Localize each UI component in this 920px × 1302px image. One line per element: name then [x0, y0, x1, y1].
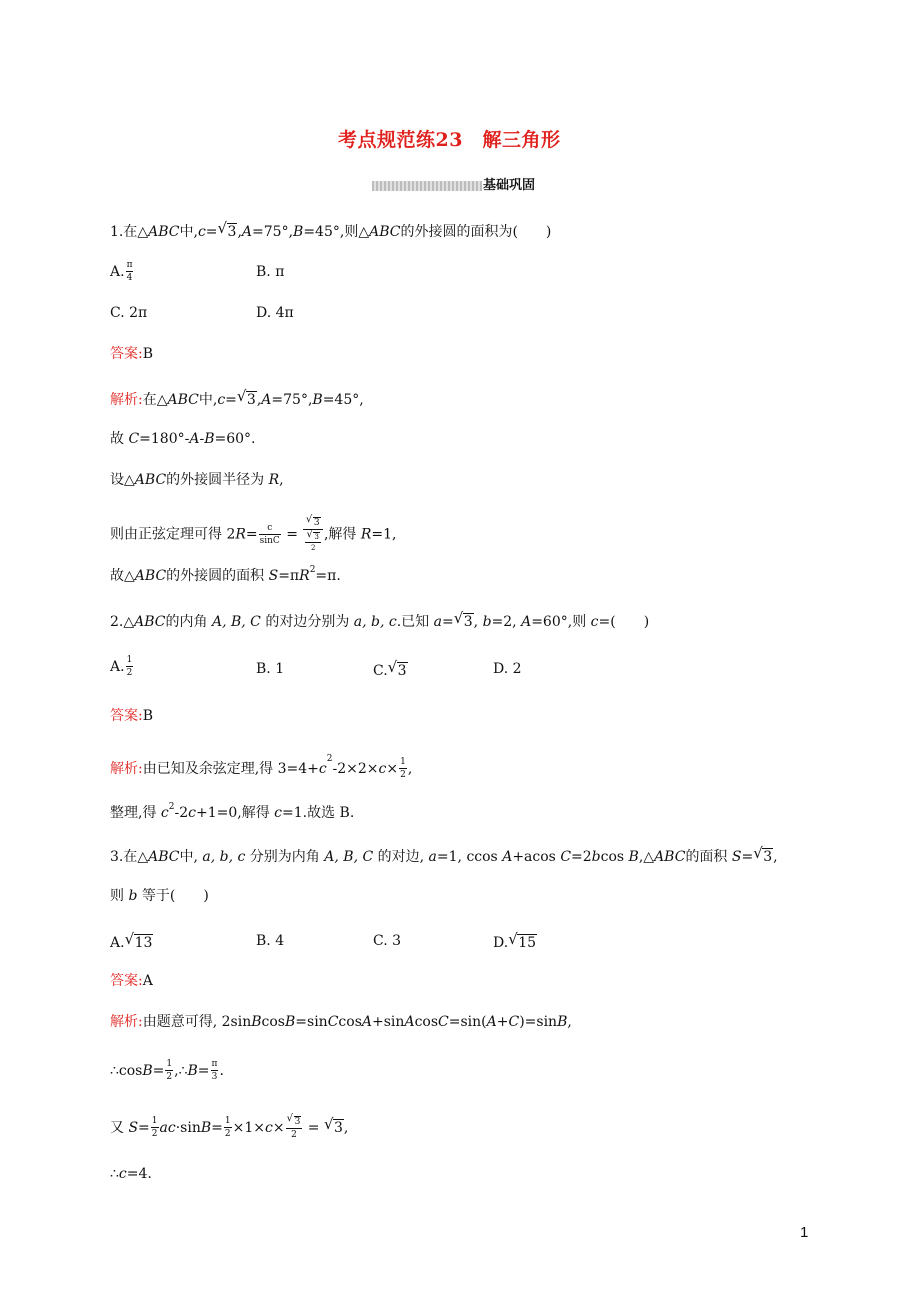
q2-option-b[interactable]: B. 1 — [256, 661, 285, 677]
q1-analysis-line5: 故△ABC的外接圆的面积 $S=\pi R^2=\pi$. — [110, 565, 341, 584]
q3-analysis-line4: ∴c=4. — [110, 1166, 152, 1182]
q1-answer: 答案:B — [110, 346, 154, 362]
q2-option-d[interactable]: D. 2 — [493, 661, 522, 677]
fraction: $\frac{1}{2}$ — [151, 1116, 158, 1140]
fraction: $\frac{1}{2}$ — [224, 1116, 231, 1140]
q3-stem-line2: 则 b 等于( ) — [110, 888, 209, 904]
section-label: 基础巩固 — [483, 178, 536, 193]
fraction — [303, 517, 322, 552]
q3-analysis-line2: ∴cosB= $\frac{1}{2}$ ,∴B= $\frac{\pi}{3}$ . — [110, 1059, 224, 1082]
sqrt-3: √ 3 — [237, 391, 257, 408]
q1-analysis-line3: 设△ABC的外接圆半径为 R, — [110, 472, 284, 488]
q3-option-c[interactable]: C. 3 — [373, 933, 402, 949]
q2-option-a[interactable]: A. $\frac{1}{2}$ — [110, 655, 133, 678]
q2-stem: 2.△ABC的内角 A, B, C 的对边分别为 a, b, c.已知 a=√ 3, b=2, A=60°,则 c=( ) — [110, 613, 649, 630]
sqrt-3: √ 3 — [388, 662, 408, 679]
q1-option-c[interactable]: C. 2π — [110, 305, 148, 321]
q3-option-a[interactable]: A.√ 13 — [110, 934, 153, 951]
q2-analysis-line2: 整理,得 $c^2-2c+1=0$,解得 c=1.故选 B. — [110, 802, 355, 821]
q3-option-b[interactable]: B. 4 — [256, 933, 285, 949]
q3-stem: 3.在△ABC中, a, b, c 分别为内角 A, B, C 的对边, a=1, ccos A+acos C=2bcos B,△ABC的面积 S=√ 3, — [110, 848, 778, 865]
sqrt-3: √ 3 — [753, 848, 773, 865]
q1-analysis-line2: 故 C=180°-A-B=60°. — [110, 431, 256, 447]
fraction: √ $\frac{3}{2}$ — [305, 532, 320, 552]
q1-option-a[interactable]: A. $\frac{\pi}{4}$ — [110, 260, 133, 283]
q1-stem: 1.在△ABC中,c=√ 3,A=75°,B=45°,则△ABC的外接圆的面积为( ) — [110, 223, 551, 240]
sqrt-15: √ 15 — [508, 934, 537, 951]
q3-analysis-line1: 解析:由题意可得, 2sinBcosB=sinCcosA+sinAcosC=sin(A+C)=sinB, — [110, 1014, 572, 1030]
fraction: $\frac{\pi}{4}$ — [126, 260, 133, 283]
fraction: $\frac{1}{2}$ — [400, 757, 406, 780]
q2-analysis-line1: 解析:由已知及余弦定理,得 $3=4+c^2-2\times 2\times c\times$ $\frac{1}{2}$ , — [110, 754, 413, 780]
sqrt-3: √ 3 — [324, 1119, 344, 1136]
fraction: $\frac{1}{2}$ — [166, 1059, 173, 1082]
q3-option-d[interactable]: D.√ 15 — [493, 934, 537, 951]
q1-analysis-line1: 解析:在△ABC中,c=√ 3,A=75°,B=45°, — [110, 391, 364, 408]
fraction: $\frac{\pi}{3}$ — [211, 1059, 218, 1082]
q1-option-b[interactable]: B. π — [256, 264, 285, 280]
q2-answer: 答案:B — [110, 708, 154, 724]
sqrt-13: √ 13 — [125, 934, 154, 951]
fraction: $\frac{1}{2}$ — [126, 655, 133, 678]
sqrt-3: √ 3 — [287, 1116, 302, 1127]
sqrt-3: √ 3 — [306, 517, 321, 528]
page-number: 1 — [800, 1224, 809, 1241]
fraction: $\frac{c}{\sin C}$ — [259, 522, 280, 546]
q3-answer: 答案:A — [110, 973, 153, 989]
sqrt-3: √ 3 — [454, 613, 474, 630]
fraction: √ $\frac{3}{2}$ — [286, 1116, 303, 1140]
q3-analysis-line3: 又 S= $\frac{1}{2}$ ac·sinB= $\frac{1}{2}$ ×1×c× √ $\frac{3}{2}$ = √ 3, — [110, 1116, 348, 1140]
section-divider — [372, 181, 482, 191]
sqrt-3: √ 3 — [218, 223, 238, 240]
q1-analysis-line4: 则由正弦定理可得 2R= $\frac{c}{\sin C}$ = √ 3 √ $\frac{3}{2}$ ,解得 R=1, — [110, 517, 396, 552]
page-title: 考点规范练23 解三角形 — [338, 129, 561, 151]
q2-option-c[interactable]: C.√ 3 — [373, 662, 408, 679]
q1-option-d[interactable]: D. 4π — [256, 305, 294, 321]
